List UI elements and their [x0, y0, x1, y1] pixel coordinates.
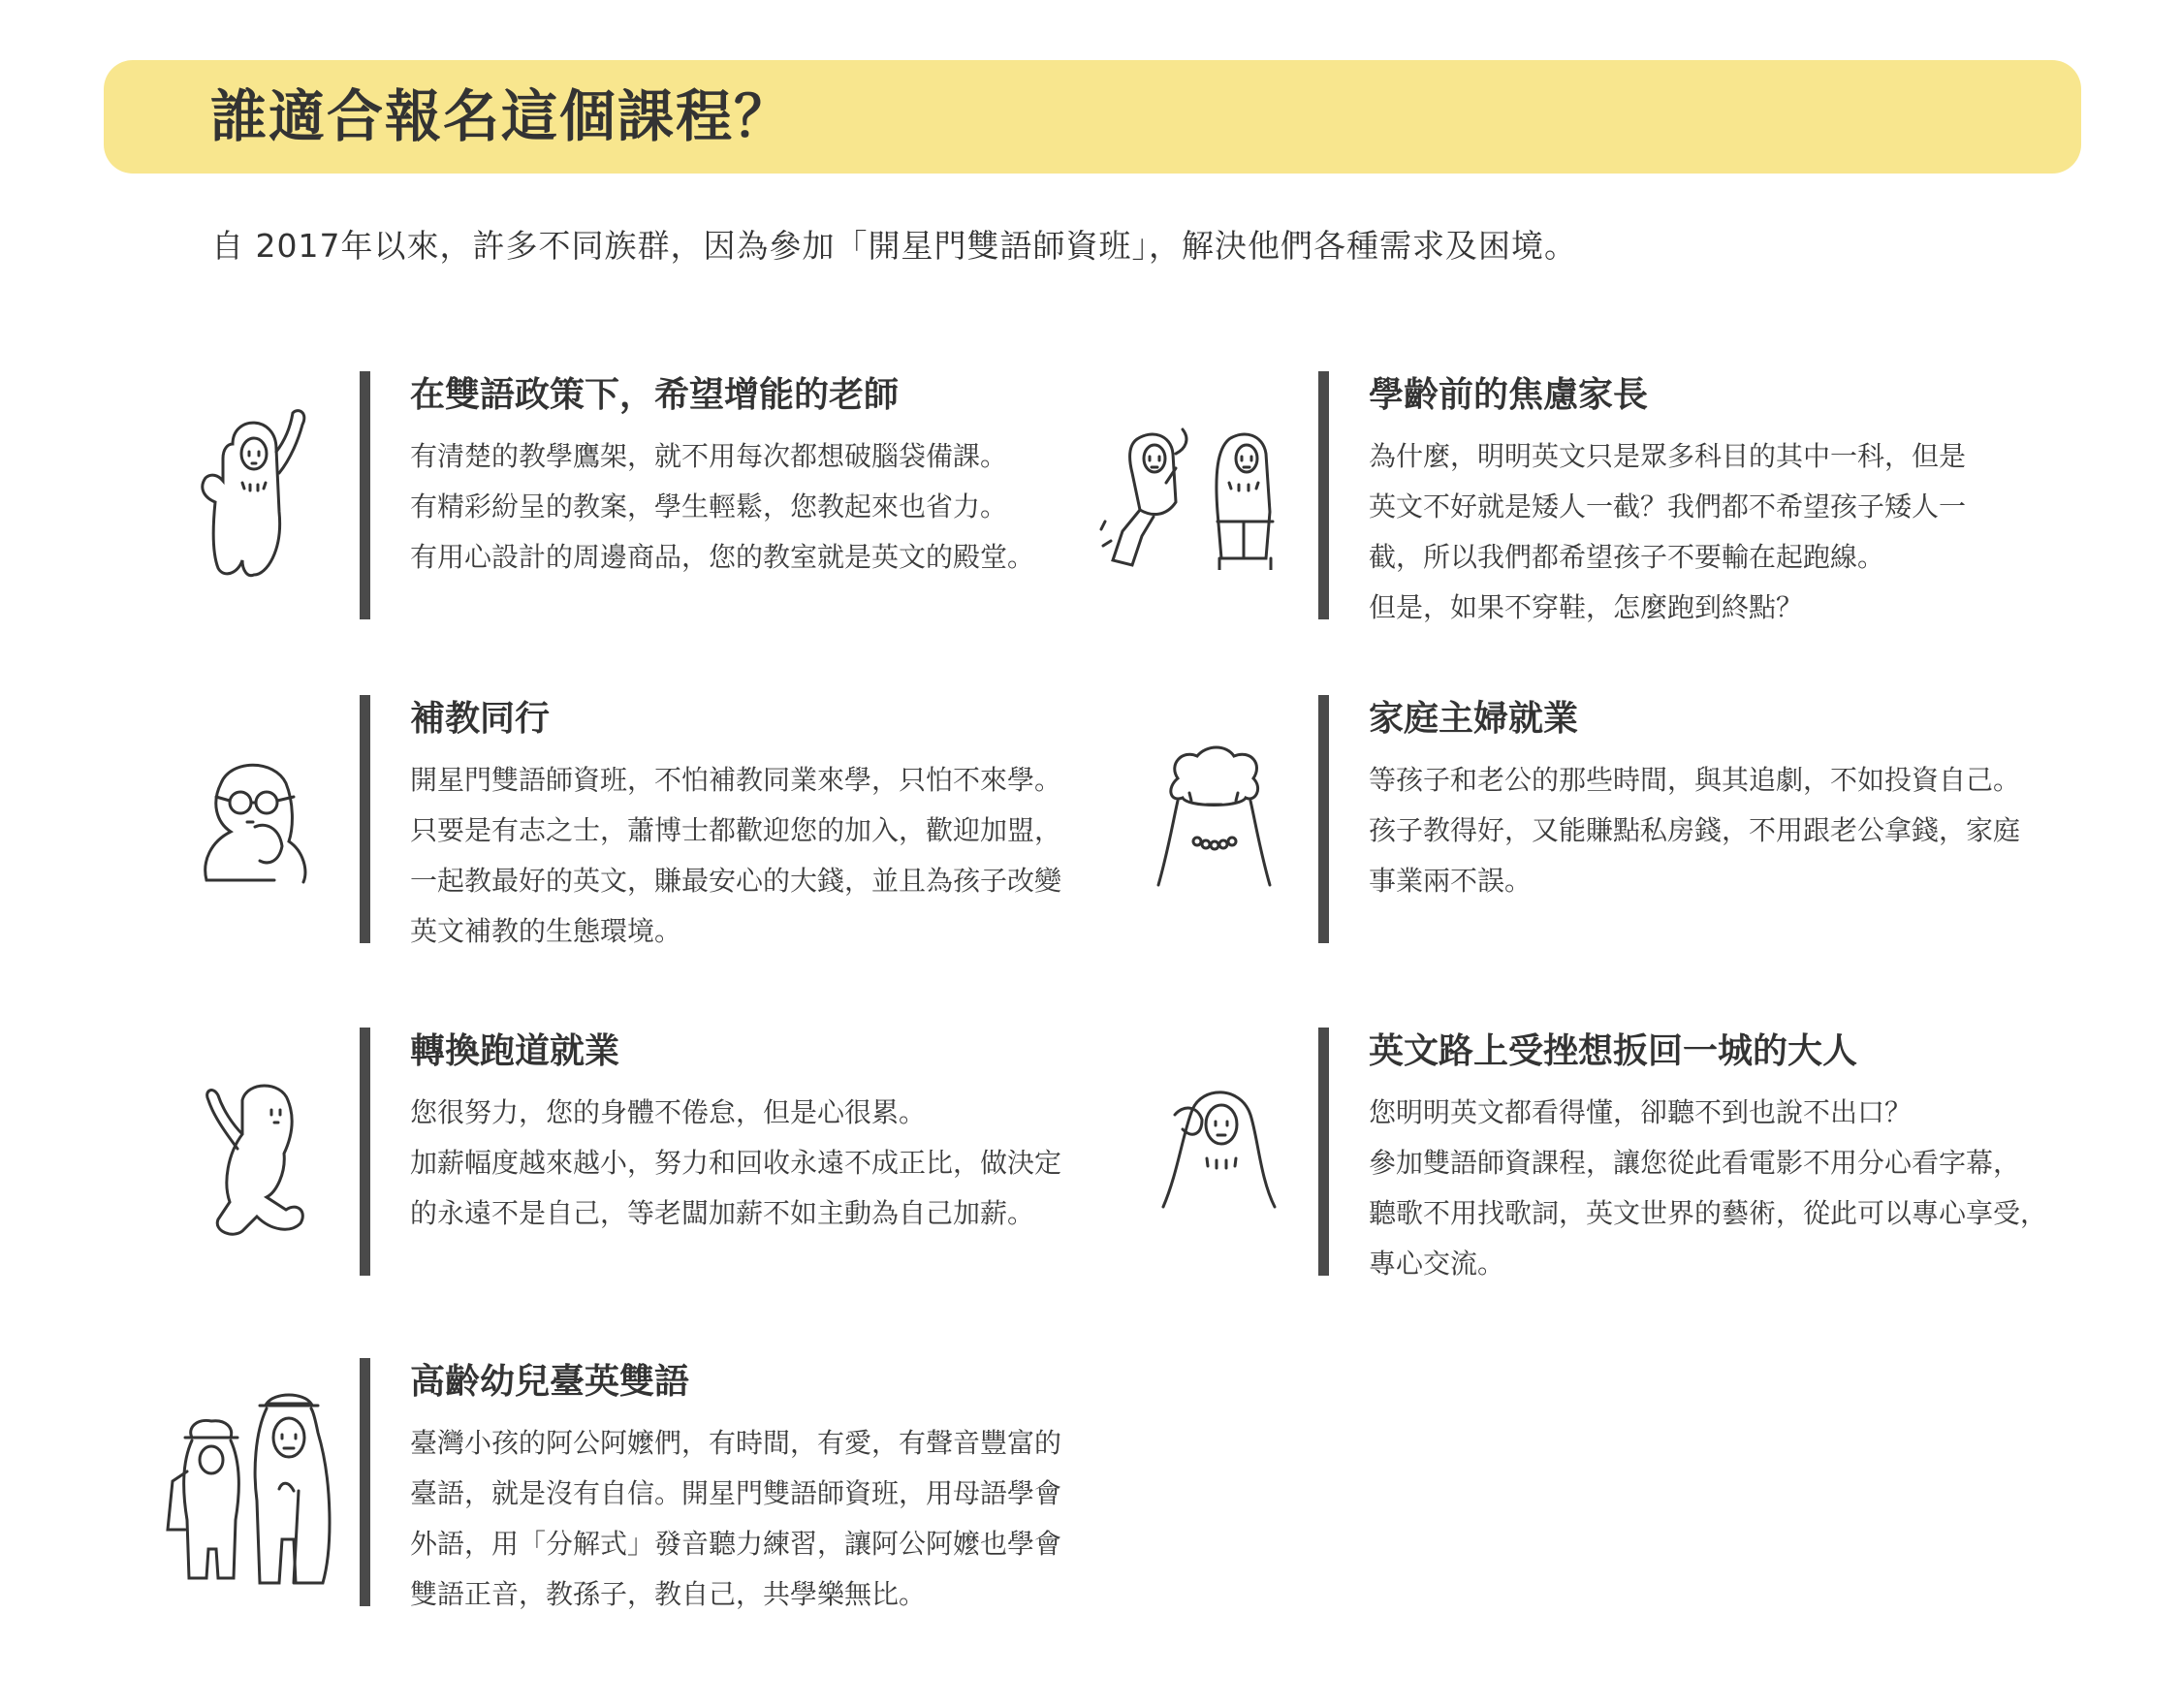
- glasses-tutor-icon: [197, 754, 323, 885]
- header-banner: [104, 60, 2081, 174]
- section-line: 參加雙語師資課程，讓您從此看電影不用分心看字幕，: [1369, 1147, 2021, 1179]
- section-title: 補教同行: [410, 699, 551, 739]
- accent-bar: [360, 371, 370, 619]
- section-line: 有清楚的教學鷹架，就不用每次都想破腦袋備課。: [410, 440, 1008, 472]
- section-line: 開星門雙語師資班，不怕補教同業來學，只怕不來學。: [410, 764, 1062, 796]
- section-line: 專心交流。: [1369, 1248, 1505, 1280]
- section-line: 但是，如果不穿鞋，怎麼跑到終點？: [1369, 591, 1804, 623]
- section-line: 加薪幅度越來越小，努力和回收永遠不成正比，做決定: [410, 1147, 1062, 1179]
- accent-bar: [360, 1358, 370, 1606]
- section-title: 家庭主婦就業: [1369, 699, 1579, 739]
- section-line: 您很努力，您的身體不倦怠，但是心很累。: [410, 1096, 927, 1128]
- waving-child-icon: [194, 405, 320, 589]
- section-line: 等孩子和老公的那些時間，與其追劇，不如投資自己。: [1369, 764, 2021, 796]
- section-line: 雙語正音，教孫子，教自己，共學樂無比。: [410, 1578, 927, 1610]
- accent-bar: [1318, 1028, 1329, 1276]
- section-line: 為什麼，明明英文只是眾多科目的其中一科，但是: [1369, 440, 1967, 472]
- section-line: 聽歌不用找歌詞，英文世界的藝術，從此可以專心享受，: [1369, 1197, 2048, 1229]
- section-line: 孩子教得好，又能賺點私房錢，不用跟老公拿錢，家庭: [1369, 814, 2021, 846]
- section-title: 轉換跑道就業: [410, 1031, 620, 1071]
- section-line: 一起教最好的英文，賺最安心的大錢，並且為孩子改變: [410, 865, 1062, 897]
- accent-bar: [1318, 371, 1329, 619]
- accent-bar: [1318, 695, 1329, 943]
- section-line: 事業兩不誤。: [1369, 865, 1533, 897]
- section-line: 只要是有志之士，蕭博士都歡迎您的加入，歡迎加盟，: [410, 814, 1062, 846]
- section-line: 英文補教的生態環境。: [410, 915, 682, 947]
- anxious-parents-icon: [1093, 425, 1302, 570]
- section-title: 英文路上受挫想扳回一城的大人: [1369, 1031, 1858, 1071]
- page-title: 誰適合報名這個課程？: [210, 83, 793, 149]
- section-line: 的永遠不是自己，等老闆加薪不如主動為自己加薪。: [410, 1197, 1035, 1229]
- section-title: 高齡幼兒臺英雙語: [410, 1362, 690, 1402]
- housewife-icon: [1149, 744, 1280, 890]
- frustrated-adult-icon: [1154, 1081, 1280, 1212]
- running-person-icon: [199, 1076, 325, 1241]
- section-line: 臺語，就是沒有自信。開星門雙語師資班，用母語學會: [410, 1477, 1062, 1509]
- section-line: 外語，用「分解式」發音聽力練習，讓阿公阿嬤也學會: [410, 1528, 1062, 1560]
- section-line: 有用心設計的周邊商品，您的教室就是英文的殿堂。: [410, 541, 1035, 573]
- accent-bar: [360, 1028, 370, 1276]
- intro-text: 自 2017年以來，許多不同族群，因為參加「開星門雙語師資班」，解決他們各種需求及困境。: [211, 227, 1577, 265]
- section-title: 學齡前的焦慮家長: [1369, 375, 1649, 415]
- accent-bar: [360, 695, 370, 943]
- section-line: 您明明英文都看得懂，卻聽不到也說不出口？: [1369, 1096, 1913, 1128]
- section-title: 在雙語政策下，希望增能的老師: [410, 375, 900, 415]
- section-line: 有精彩紛呈的教案，學生輕鬆，您教起來也省力。: [410, 490, 1008, 522]
- section-line: 英文不好就是矮人一截？我們都不希望孩子矮人一: [1369, 490, 1967, 522]
- section-line: 截，所以我們都希望孩子不要輸在起跑線。: [1369, 541, 1885, 573]
- section-line: 臺灣小孩的阿公阿嬤們，有時間，有愛，有聲音豐富的: [410, 1427, 1062, 1459]
- grandpa-child-icon: [158, 1384, 352, 1588]
